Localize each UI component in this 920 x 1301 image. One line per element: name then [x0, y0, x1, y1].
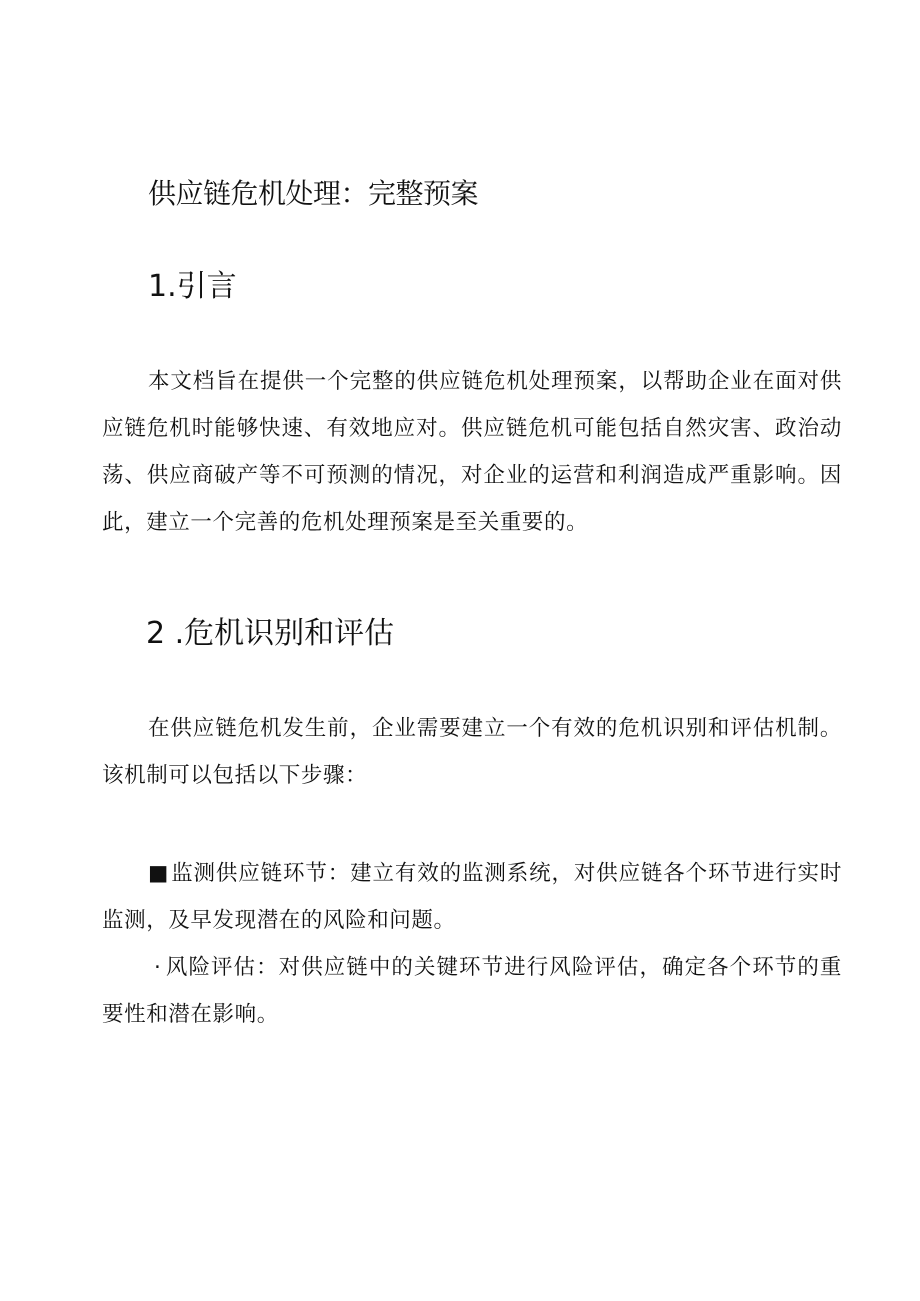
section-paragraph-crisis-identification: 在供应链危机发生前，企业需要建立一个有效的危机识别和评估机制。该机制可以包括以下步骤： [102, 716, 842, 788]
list-item-text: 风险评估：对供应链中的关键环节进行风险评估，确定各个环节的重要性和潜在影响。 [102, 955, 842, 1027]
dot-bullet-icon: · [154, 955, 162, 980]
document-title: 供应链危机处理：完整预案 [148, 177, 479, 210]
section-paragraph-introduction: 本文档旨在提供一个完整的供应链危机处理预案，以帮助企业在面对供应链危机时能够快速、有效地应对。供应链危机可能包括自然灾害、政治动荡、供应商破产等不可预测的情况，对企业的运营和利润造成严重影响。因此，建立一个完善的危机处理预案是至关重要的。 [102, 369, 842, 535]
list-item-risk-assessment [102, 944, 842, 1038]
square-bullet-icon: ■ [148, 861, 169, 886]
list-item-monitoring [102, 850, 842, 944]
section-heading-crisis-identification: 2 .危机识别和评估 [146, 616, 395, 651]
list-item-text: 监测供应链环节：建立有效的监测系统，对供应链各个环节进行实时监测，及早发现潜在的风险和问题。 [102, 861, 842, 933]
section-heading-introduction: 1.引言 [148, 269, 237, 304]
